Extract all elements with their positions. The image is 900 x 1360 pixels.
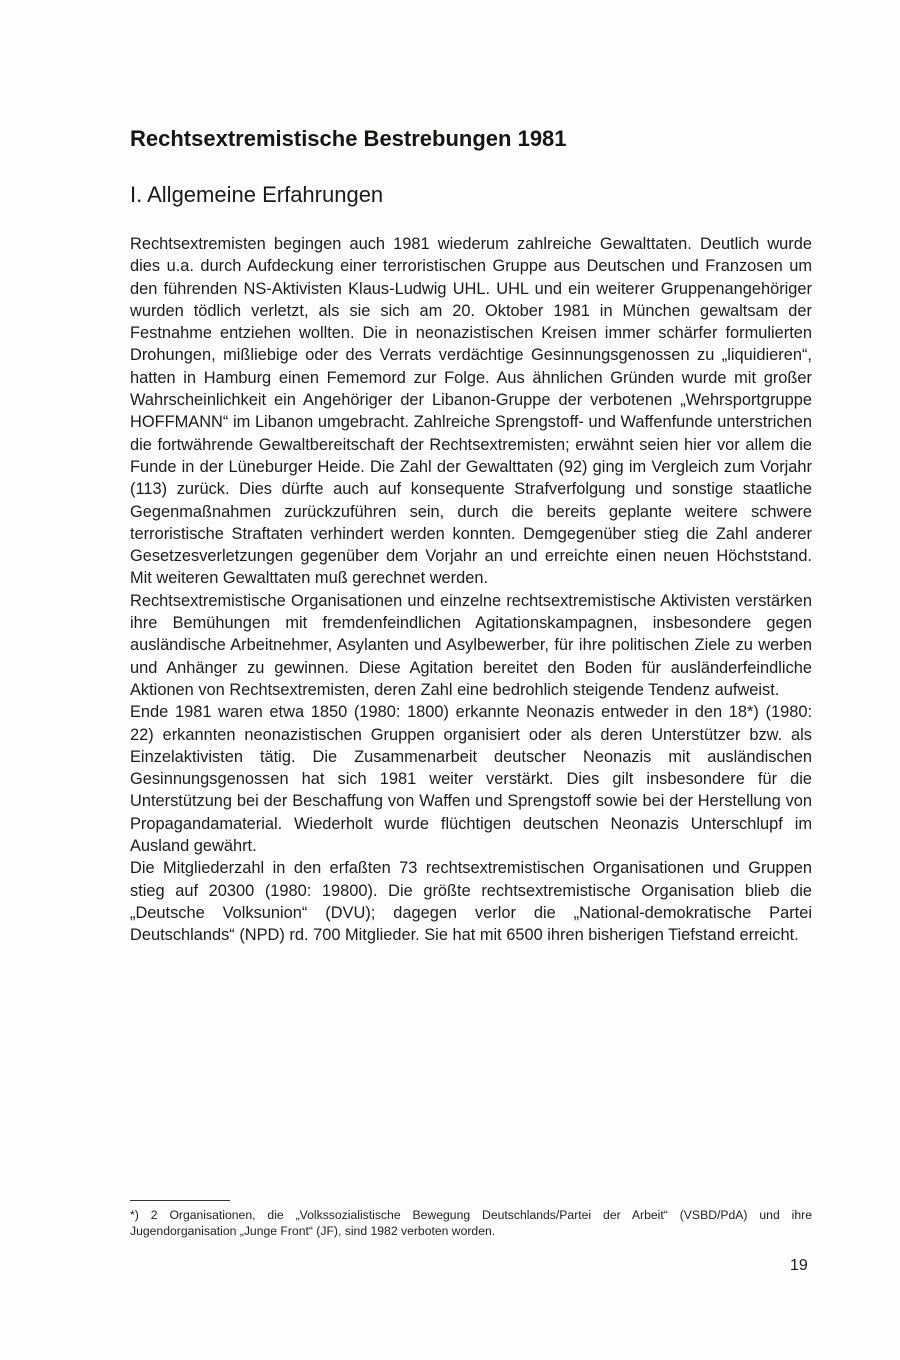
body-text bbox=[130, 233, 812, 947]
paragraph: Die Mitgliederzahl in den erfaßten 73 rechtsextremistischen Organisationen und Gruppen stieg auf 20300 (1980: 19800). Die größte rechtsextremistische Organisation blieb die „Deutsche Volksunion“ (DVU); dagegen verlor die „National-demokratische Partei Deutschlands“ (NPD) rd. 700 Mitglieder. Sie hat mit 6500 ihren bisherigen Tiefstand erreicht. bbox=[130, 859, 812, 945]
page-number: 19 bbox=[790, 1257, 808, 1274]
footnote: *) 2 Organisationen, die „Volkssozialistische Bewegung Deutschlands/Partei der Arbeit“ (VSBD/PdA) und ihre Jugendorganisation „Junge Front“ (JF), sind 1982 verboten worden. bbox=[130, 1208, 812, 1238]
section-heading: I. Allgemeine Erfahrungen bbox=[130, 182, 384, 207]
footnote-divider bbox=[130, 1200, 230, 1201]
paragraph: Rechtsextremistische Organisationen und einzelne rechtsextremistische Aktivisten verstärken ihre Bemühungen mit fremdenfeindlichen Agitationskampagnen, insbesondere gegen ausländische Arbeitnehmer, Asylanten und Asylbewerber, für ihre politischen Ziele zu werben und Anhänger zu gewinnen. Diese Agitation bereitet den Boden für ausländerfeindliche Aktionen von Rechtsextremisten, deren Zahl eine bedrohlich steigende Tendenz aufweist. bbox=[130, 591, 812, 699]
document-title: Rechtsextremistische Bestrebungen 1981 bbox=[130, 126, 567, 151]
paragraph: Ende 1981 waren etwa 1850 (1980: 1800) erkannte Neonazis entweder in den 18*) (1980: 22) erkannten neonazistischen Gruppen organisiert oder als deren Unterstützer bzw. als Einzelaktivisten tätig. Die Zusammenarbeit deutscher Neonazis mit ausländischen Gesinnungsgenossen hat sich 1981 weiter verstärkt. Dies gilt insbesondere für die Unterstützung bei der Beschaffung von Waffen und Sprengstoff sowie bei der Herstellung von Propagandamaterial. Wiederholt wurde flüchtigen deutschen Neonazis Unterschlupf im Ausland gewährt. bbox=[130, 703, 812, 856]
paragraph: Rechtsextremisten begingen auch 1981 wiederum zahlreiche Gewalttaten. Deutlich wurde dies u.a. durch Aufdeckung einer terroristischen Gruppe aus Deutschen und Franzosen um den führenden NS-Aktivisten Klaus-Ludwig UHL. UHL und ein weiterer Gruppenangehöriger wurden tödlich verletzt, als sie sich am 20. Oktober 1981 in München gewaltsam der Festnahme entziehen wollten. Die in neonazistischen Kreisen immer schärfer formulierten Drohungen, mißliebige oder des Verrats verdächtige Gesinnungsgenossen zu „liquidieren“, hatten in Hamburg einen Fememord zur Folge. Aus ähnlichen Gründen wurde mit großer Wahrscheinlichkeit ein Angehöriger der Libanon-Gruppe der verbotenen „Wehrsportgruppe HOFFMANN“ im Libanon umgebracht. Zahlreiche Sprengstoff- und Waffenfunde unterstrichen die fortwährende Gewaltbereitschaft der Rechtsextremisten; erwähnt seien hier vor allem die Funde in der Lüneburger Heide. Die Zahl der Gewalttaten (92) ging im Vergleich zum Vorjahr (113) zurück. Dies dürfte auch auf konsequente Strafverfolgung und sonstige staatliche Gegenmaßnahmen zurückzuführen sein, durch die bereits geplante weitere schwere terroristische Straftaten verhindert werden konnten. Demgegenüber stieg die Zahl anderer Gesetzesverletzungen gegenüber dem Vorjahr an und erreichte einen neuen Höchststand. Mit weiteren Gewalttaten muß gerechnet werden. bbox=[130, 235, 812, 588]
